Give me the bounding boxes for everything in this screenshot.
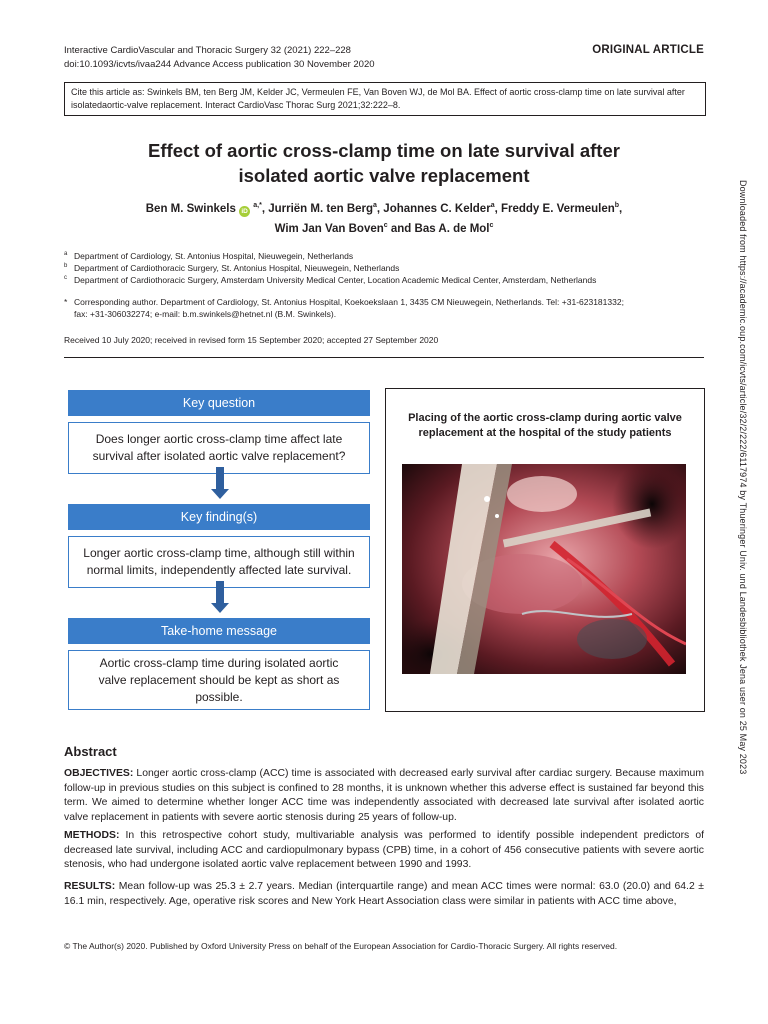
author-name: Wim Jan Van Boven bbox=[274, 223, 384, 235]
received-dates: Received 10 July 2020; received in revised form 15 September 2020; accepted 27 September 2020 bbox=[64, 335, 439, 345]
copyright-footer: © The Author(s) 2020. Published by Oxford University Press on behalf of the European Association for Cardio-Thoracic Surgery. All rights reserved. bbox=[64, 941, 618, 951]
abstract-heading: Abstract bbox=[64, 744, 117, 759]
author-sup: a,* bbox=[253, 202, 262, 210]
author-line-1 bbox=[64, 199, 704, 219]
doi-line: doi:10.1093/icvts/ivaa244 Advance Access publication 30 November 2020 bbox=[64, 59, 375, 70]
abstract-results: RESULTS: Mean follow-up was 25.3 ± 2.7 years. Median (interquartile range) and mean ACC times were normal: 63.0 (20.0) and 64.2 ± 16.1 min, respectively. Age, operative risk scores and New York Heart Association class were similar in patients with ACC time above, bbox=[64, 881, 704, 907]
author-name: , Johannes C. Kelder bbox=[376, 203, 491, 215]
title-line-1: Effect of aortic cross-clamp time on late survival after bbox=[148, 140, 620, 161]
author-name: and Bas A. de Mol bbox=[387, 223, 490, 235]
affiliations bbox=[64, 250, 596, 286]
key-question-heading: Key question bbox=[68, 390, 370, 416]
journal-header bbox=[64, 44, 375, 72]
affiliation-item: b Department of Cardiothoracic Surgery, St. Antonius Hospital, Nieuwegein, Netherlands bbox=[64, 263, 400, 273]
objectives-label: OBJECTIVES: bbox=[64, 768, 134, 779]
arrow-down-icon bbox=[212, 581, 228, 613]
results-label: RESULTS: bbox=[64, 881, 116, 892]
author-name: , Jurriën M. ten Berg bbox=[261, 203, 374, 215]
contact-details[interactable]: fax: +31-306032274; e-mail: b.m.swinkels@hetnet.nl (B.M. Swinkels). bbox=[74, 309, 337, 319]
author-sup: c bbox=[489, 222, 494, 230]
download-note: Downloaded from https://academic.oup.com/icvts/article/32/2/222/6117974 by Thueringer Univ. und Landesbibliothek Jena user on 25 May 2023 bbox=[738, 180, 748, 775]
section-label: ORIGINAL ARTICLE bbox=[592, 44, 704, 56]
figure-caption: Placing of the aortic cross-clamp during aortic valve replacement at the hospital of the study patients bbox=[408, 412, 682, 439]
author-name: , Freddy E. Vermeulen bbox=[494, 203, 615, 215]
author-sup: b bbox=[614, 202, 620, 210]
methods-label: METHODS: bbox=[64, 830, 120, 841]
surgical-photo bbox=[402, 464, 686, 674]
take-home-text: Aortic cross-clamp time during isolated aortic valve replacement should be kept as short as possible. bbox=[68, 650, 370, 710]
key-question-text: Does longer aortic cross-clamp time affect late survival after isolated aortic valve replacement? bbox=[68, 422, 370, 474]
corresponding-author: * Corresponding author. Department of Cardiology, St. Antonius Hospital, Koekoekslaan 1, 3435 CM Nieuwegein, Netherlands. Tel: +31-623181332; fax: +31-306032274; e-mail: b.m.swinkels@hetnet.nl (B.M. Swinkels). bbox=[64, 297, 624, 319]
author-sup: a bbox=[490, 202, 495, 210]
author-name: Ben M. Swinkels bbox=[145, 203, 236, 215]
abstract-methods: METHODS: In this retrospective cohort study, multivariable analysis was performed to identify possible independent predictors of decreased late survival, including ACC and cardiopulmonary bypass (CPB) time, in a cohort of 456 consecutive patients with severe aortic stenosis, who had undergone isolated aortic valve replacement between 1990 and 1993. bbox=[64, 830, 704, 870]
author-comma: , bbox=[619, 203, 623, 215]
orcid-icon[interactable]: iD bbox=[239, 206, 250, 217]
journal-line: Interactive CardioVascular and Thoracic Surgery 32 (2021) 222–228 bbox=[64, 45, 351, 56]
divider bbox=[64, 357, 704, 358]
affiliation-item: a Department of Cardiology, St. Antonius Hospital, Nieuwegein, Netherlands bbox=[64, 251, 354, 261]
author-line-2 bbox=[64, 219, 704, 239]
affiliation-item: c Department of Cardiothoracic Surgery, Amsterdam University Medical Center, Location Academic Medical Center, Amsterdam, Netherlands bbox=[64, 275, 597, 285]
citation-box: Cite this article as: Swinkels BM, ten Berg JM, Kelder JC, Vermeulen FE, Van Boven WJ, de Mol BA. Effect of aortic cross-clamp time on late survival after isolatedaortic-valve replacement. Interact CardioVasc Thorac Surg 2021;32:222–8. bbox=[64, 82, 706, 116]
abstract-objectives: OBJECTIVES: Longer aortic cross-clamp (ACC) time is associated with decreased early survival after cardiac surgery. Because maximum follow-up in previous studies on this subject is confined to 28 months, it is unknown whether this adverse effect is sustained far beyond this term. We aimed to determine whether longer ACC time was independently associated with decreased late survival after isolated aortic valve replacement in patients with severe aortic stenosis during 25 years of follow-up. bbox=[64, 768, 704, 823]
title-line-2: isolated aortic valve replacement bbox=[238, 165, 530, 186]
take-home-heading: Take-home message bbox=[68, 618, 370, 644]
article-title bbox=[64, 138, 704, 188]
figure-panel bbox=[385, 388, 705, 712]
key-question-panel bbox=[68, 390, 370, 474]
key-finding-text: Longer aortic cross-clamp time, although still within normal limits, independently affected late survival. bbox=[68, 536, 370, 588]
key-finding-panel bbox=[68, 504, 370, 588]
key-finding-heading: Key finding(s) bbox=[68, 504, 370, 530]
author-sup: a bbox=[373, 202, 377, 210]
take-home-panel bbox=[68, 618, 370, 710]
author-sup: c bbox=[383, 222, 388, 230]
arrow-down-icon bbox=[212, 467, 228, 499]
author-list bbox=[64, 199, 704, 239]
